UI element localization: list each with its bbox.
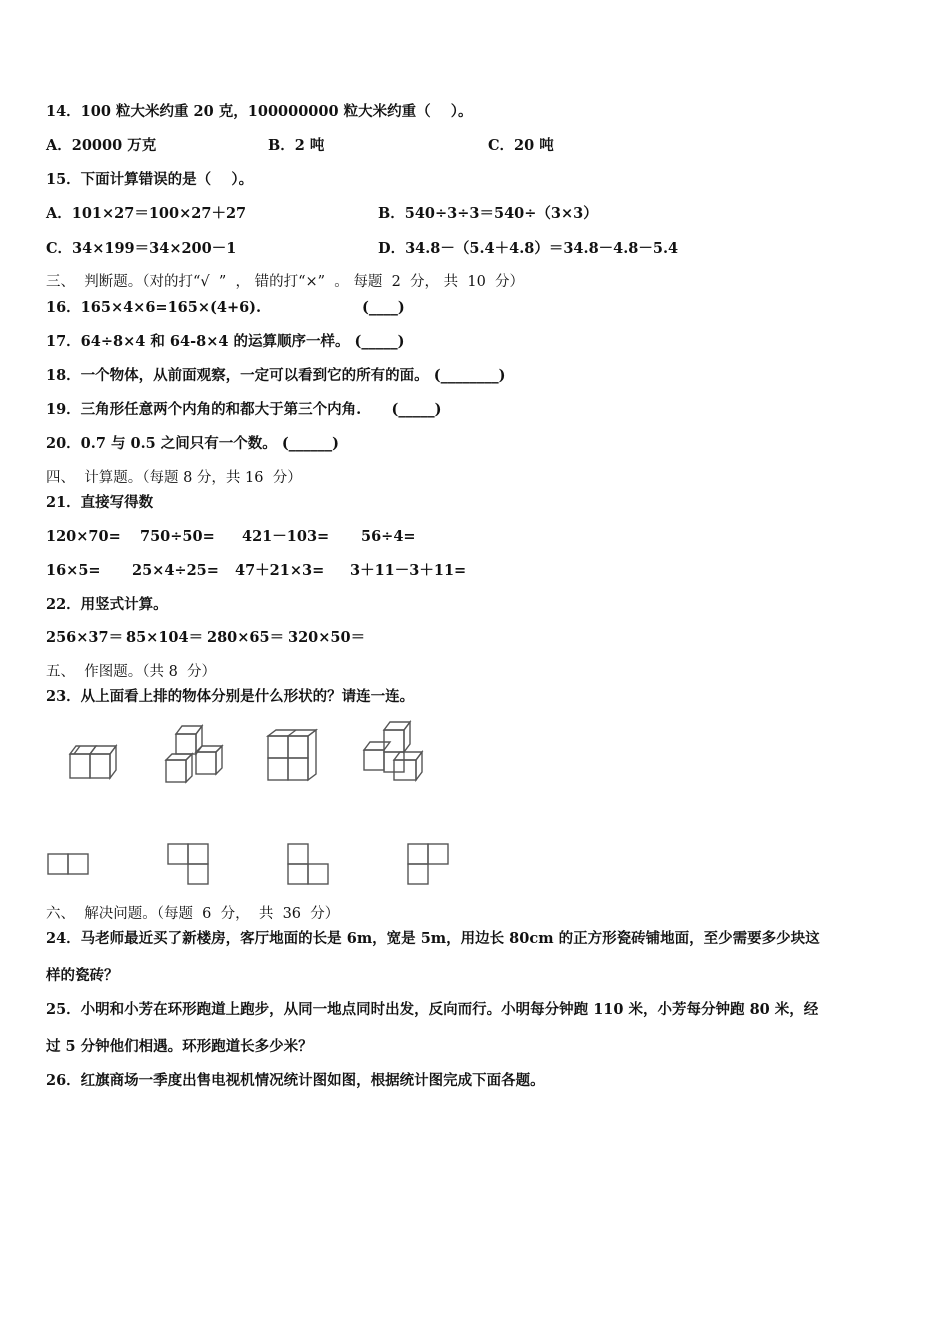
top-view-3 xyxy=(286,842,332,888)
section-5-heading: 五、 作图题。（共 8 分） xyxy=(46,664,217,680)
q23-stem: 23．从上面看上排的物体分别是什么形状的？请连一连。 xyxy=(46,688,415,705)
q15-option-d: D．34.8－（5.4＋4.8）＝34.8－4.8－5.4 xyxy=(378,240,679,257)
q21-item: 120×70= xyxy=(46,528,121,545)
section-6-heading: 六、 解决问题。（每题 6 分， 共 36 分） xyxy=(46,906,340,922)
q25-line-1: 25．小明和小芳在环形跑道上跑步，从同一地点同时出发，反向而行。小明每分钟跑 110 米，小芳每分钟跑 80 米，经 xyxy=(46,1001,819,1018)
q22-item: 320×50＝ xyxy=(288,629,366,646)
q21-item: 56÷4= xyxy=(361,528,416,545)
q22-item: 280×65＝ xyxy=(207,629,285,646)
cube-figure-4 xyxy=(356,718,424,786)
q17: 17．64÷8×4 和 64-8×4 的运算顺序一样。 (_____) xyxy=(46,333,405,350)
q18: 18．一个物体，从前面观察，一定可以看到它的所有的面。 (________) xyxy=(46,367,506,384)
q22-item: 256×37＝ xyxy=(46,629,124,646)
cube-figure-1 xyxy=(66,738,126,786)
q21-item: 25×4÷25= xyxy=(132,562,219,579)
q15-option-a: A．101×27＝100×27＋27 xyxy=(46,205,247,222)
cube-figure-2 xyxy=(160,722,226,786)
q14-stem: 14．100 粒大米约重 20 克，100000000 粒大米约重（ ）。 xyxy=(46,103,473,120)
q22-item: 85×104＝ xyxy=(126,629,204,646)
q21-item: 3＋11－3＋11= xyxy=(350,562,467,579)
q24-line-2: 样的瓷砖？ xyxy=(46,967,119,984)
q21-item: 750÷50= xyxy=(140,528,215,545)
q14-option-b: B．2 吨 xyxy=(268,137,325,154)
q14-option-c: C．20 吨 xyxy=(488,137,554,154)
q15-option-c: C．34×199＝34×200－1 xyxy=(46,240,237,257)
q15-stem: 15．下面计算错误的是（ ）。 xyxy=(46,171,254,188)
q21-item: 421－103= xyxy=(242,528,330,545)
top-view-4 xyxy=(406,842,452,888)
q20: 20．0.7 与 0.5 之间只有一个数。 (______) xyxy=(46,435,340,452)
q22-stem: 22．用竖式计算。 xyxy=(46,596,168,613)
top-view-2 xyxy=(166,842,212,888)
q21-stem: 21．直接写得数 xyxy=(46,494,154,511)
top-view-1 xyxy=(46,852,92,878)
section-4-heading: 四、 计算题。（每题 8 分，共 16 分） xyxy=(46,470,302,486)
cube-figure-3 xyxy=(262,726,322,786)
q14-option-a: A．20000 万克 xyxy=(46,137,157,154)
section-3-heading: 三、 判断题。（对的打“√ ” ， 错的打“×” 。 每题 2 分， 共 10 分） xyxy=(46,274,525,290)
q16: 16．165×4×6=165×(4+6). (____) xyxy=(46,299,405,316)
q25-line-2: 过 5 分钟他们相遇。环形跑道长多少米？ xyxy=(46,1038,313,1055)
q26: 26．红旗商场一季度出售电视机情况统计图如图，根据统计图完成下面各题。 xyxy=(46,1072,545,1089)
q21-item: 16×5= xyxy=(46,562,101,579)
q19: 19．三角形任意两个内角的和都大于第三个内角. (_____) xyxy=(46,401,442,418)
q15-option-b: B．540÷3÷3＝540÷（3×3） xyxy=(378,205,598,222)
q24-line-1: 24．马老师最近买了新楼房，客厅地面的长是 6m，宽是 5m，用边长 80cm 的正方形瓷砖铺地面，至少需要多少块这 xyxy=(46,930,820,947)
q21-item: 47＋21×3= xyxy=(235,562,325,579)
